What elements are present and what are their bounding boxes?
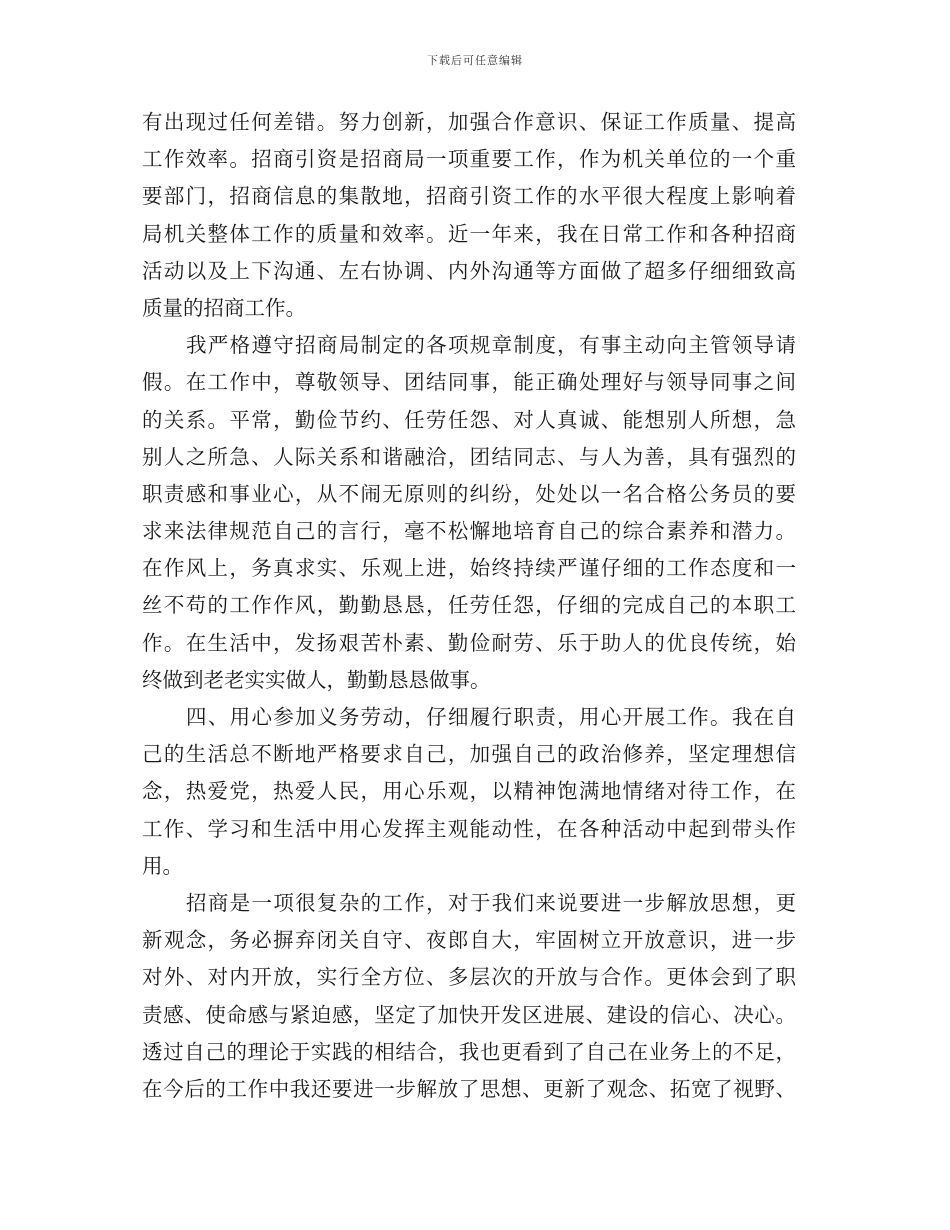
- document-body: [142, 104, 796, 1108]
- text-line: 己的生活总不断地严格要求自己，加强自己的政治修养，坚定理想信: [142, 742, 796, 767]
- text-line: 质量的招商工作。: [142, 295, 306, 320]
- paragraph-3: [142, 699, 796, 885]
- text-line: 作。在生活中，发扬艰苦朴素、勤俭耐劳、乐于助人的优良传统，始: [142, 630, 796, 655]
- text-line: 在今后的工作中我还要进一步解放了思想、更新了观念、拓宽了视野、: [142, 1076, 796, 1101]
- text-line: 对外、对内开放，实行全方位、多层次的开放与合作。更体会到了职: [142, 965, 796, 990]
- text-line: 新观念，务必摒弃闭关自守、夜郎自大，牢固树立开放意识，进一步: [142, 928, 796, 953]
- text-line: 用。: [142, 853, 183, 878]
- text-line: 职责感和事业心，从不闹无原则的纠纷，处处以一名合格公务员的要: [142, 481, 796, 506]
- paragraph-2: [142, 327, 796, 699]
- text-line: 工作效率。招商引资是招商局一项重要工作，作为机关单位的一个重: [142, 147, 796, 172]
- text-line: 责感、使命感与紧迫感，坚定了加快开发区进展、建设的信心、决心。: [142, 1002, 796, 1027]
- text-line: 念，热爱党，热爱人民，用心乐观，以精神饱满地情绪对待工作，在: [142, 779, 796, 804]
- text-line: 活动以及上下沟通、左右协调、内外沟通等方面做了超多仔细细致高: [142, 258, 796, 283]
- text-line: 假。在工作中，尊敬领导、团结同事，能正确处理好与领导同事之间: [142, 370, 796, 395]
- text-line: 工作、学习和生活中用心发挥主观能动性，在各种活动中起到带头作: [142, 816, 796, 841]
- text-line: 求来法律规范自己的言行，毫不松懈地培育自己的综合素养和潜力。: [142, 519, 796, 544]
- page-header: 下载后可任意编辑: [427, 54, 523, 67]
- text-line: 丝不苟的工作作风，勤勤恳恳，任劳任怨，仔细的完成自己的本职工: [142, 593, 796, 618]
- text-line: 的关系。平常，勤俭节约、任劳任怨、对人真诚、能想别人所想，急: [142, 407, 796, 432]
- text-line: 别人之所急、人际关系和谐融洽，团结同志、与人为善，具有强烈的: [142, 444, 796, 469]
- text-line: 招商是一项很复杂的工作，对于我们来说要进一步解放思想，更: [186, 890, 796, 915]
- text-line: 终做到老老实实做人，勤勤恳恳做事。: [142, 667, 491, 692]
- text-line: 透过自己的理论于实践的相结合，我也更看到了自己在业务上的不足，: [142, 1039, 796, 1064]
- text-line: 有出现过任何差错。努力创新，加强合作意识、保证工作质量、提高: [142, 110, 796, 134]
- text-line: 我严格遵守招商局制定的各项规章制度，有事主动向主管领导请: [186, 333, 796, 358]
- text-line: 在作风上，务真求实、乐观上进，始终持续严谨仔细的工作态度和一: [142, 556, 796, 581]
- paragraph-1: [142, 104, 796, 327]
- text-line: 四、用心参加义务劳动，仔细履行职责，用心开展工作。我在自: [186, 705, 796, 729]
- text-line: 局机关整体工作的质量和效率。近一年来，我在日常工作和各种招商: [142, 221, 796, 246]
- text-line: 要部门，招商信息的集散地，招商引资工作的水平很大程度上影响着: [142, 184, 796, 209]
- paragraph-4: [142, 885, 796, 1108]
